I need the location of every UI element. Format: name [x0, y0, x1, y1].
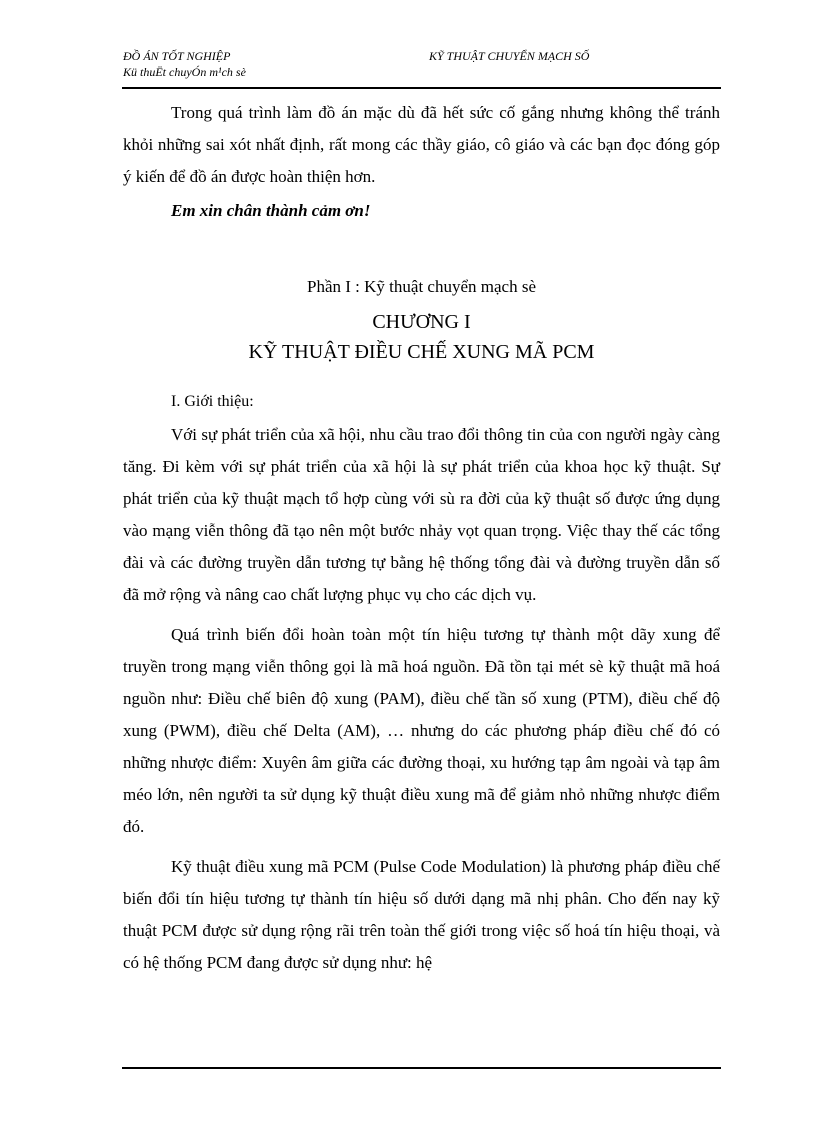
- body-paragraph: Quá trình biến đổi hoàn toàn một tín hiệu tương tự thành một dãy xung để truyền trong mạng viễn thông gọi là mã hoá nguồn. Đã tồn tại mét sè kỹ thuật mã hoá nguồn như: Điều chế biên độ xung (PAM), điều chế tần số xung (PTM), điều chế độ xung (PWM), điều chế Delta (AM), … nhưng do các phương pháp điều chế đó có những nhược điểm: Xuyên âm giữa các đường thoại, xu hướng tạp âm ngoài và tạp âm méo lớn, nên người ta sử dụng kỹ thuật điều xung mã để giảm nhỏ những nhược điểm đó.: [123, 625, 720, 836]
- body-paragraph: Kỹ thuật điều xung mã PCM (Pulse Code Modulation) là phương pháp điều chế biến đổi tín hiệu tương tự thành tín hiệu số dưới dạng mã nhị phân. Cho đến nay kỹ thuật PCM được sử dụng rộng rãi trên toàn thế giới trong việc số hoá tín hiệu thoại, và có hệ thống PCM đang được sử dụng như: hệ: [123, 857, 720, 972]
- closing-line: Em xin chân thành cảm ơn!: [171, 201, 371, 220]
- footer-divider: [122, 1067, 721, 1069]
- header-divider: [122, 87, 721, 89]
- header-title: KỸ THUẬT CHUYỂN MẠCH SỐ: [429, 49, 590, 63]
- header-subject-label: Kü thuËt chuyÓn m¹ch sè: [123, 65, 246, 79]
- section-heading: I. Giới thiệu:: [171, 393, 254, 410]
- header-project-label: ĐỒ ÁN TỐT NGHIỆP: [123, 49, 231, 63]
- body-paragraph: Với sự phát triển của xã hội, nhu cầu trao đổi thông tin của con người ngày càng tăng. Đi kèm với sự phát triển của xã hội là sự phát triển của khoa học kỹ thuật. Sự phát triển của kỹ thuật mạch tổ hợp cùng với sù ra đời của kỹ thuật số được ứng dụng vào mạng viễn thông đã tạo nên một bước nhảy vọt quan trọng. Việc thay thế các tổng đài và các đường truyền dẫn tương tự bằng hệ thống tổng đài và đường truyền dẫn số đã mở rộng và nâng cao chất lượng phục vụ cho các dịch vụ.: [123, 425, 720, 604]
- chapter-title: KỸ THUẬT ĐIỀU CHẾ XUNG MÃ PCM: [248, 341, 595, 363]
- intro-paragraph: Trong quá trình làm đồ án mặc dù đã hết sức cố gắng nhưng không thể tránh khỏi những sai xót nhất định, rất mong các thầy giáo, cô giáo và các bạn đọc đóng góp ý kiến để đồ án được hoàn thiện hơn.: [123, 103, 720, 186]
- part-title: Phần I : Kỹ thuật chuyển mạch sè: [307, 277, 536, 296]
- document-header-left: [123, 48, 246, 80]
- page-body: [123, 97, 720, 979]
- chapter-number: CHƯƠNG I: [372, 311, 471, 333]
